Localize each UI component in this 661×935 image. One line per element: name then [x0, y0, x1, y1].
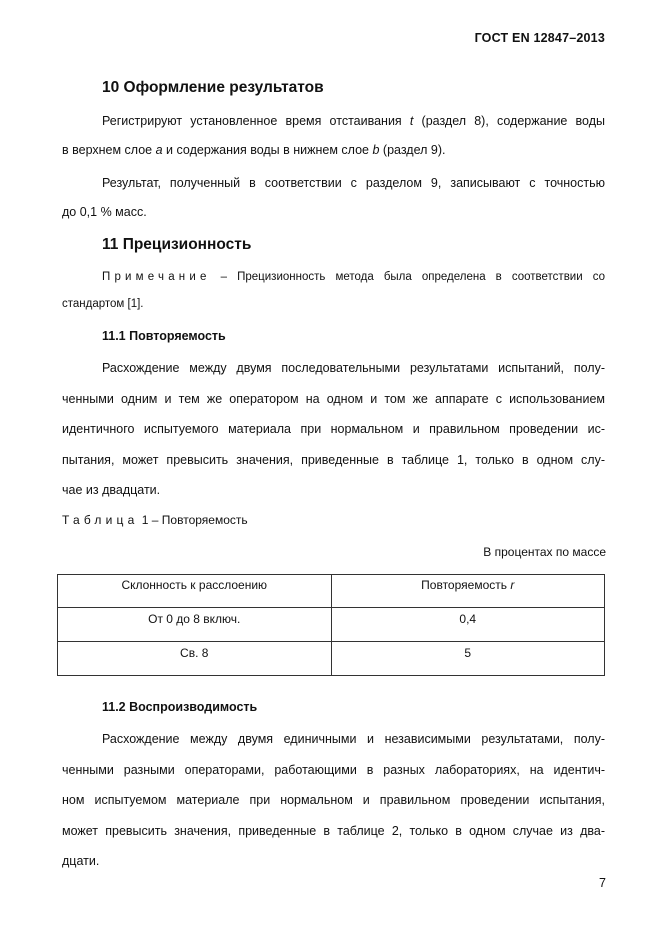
text-line: Регистрируют установленное время отстаивания t (раздел 8), содержание воды [102, 114, 606, 128]
text-line: ном испытуемом материале при нормальном и правильном проведении испытания, [62, 793, 605, 807]
section-10-paragraph-1 [62, 114, 605, 172]
section-11-1-title: 11.1 Повторяемость [102, 329, 226, 343]
table-row [58, 608, 605, 642]
text-line: до 0,1 % масс. [62, 205, 147, 219]
table-cell-range: От 0 до 8 включ. [58, 608, 332, 642]
table-cell-value: 5 [331, 642, 605, 676]
section-10-title: 10 Оформление результатов [102, 79, 324, 96]
text-line: ченными разными операторами, работающими в разных лабораториях, на идентич- [62, 762, 605, 777]
table-header-row [58, 575, 605, 608]
table-cell-range: Св. 8 [58, 642, 332, 676]
section-11-2-title: 11.2 Воспроизводимость [102, 700, 258, 714]
note-line: Примечание – Прецизионность метода была определена в соответствии со [102, 271, 605, 283]
text-line: в верхнем слое a и содержания воды в нижнем слое b (раздел 9). [62, 143, 446, 157]
table-cell-value: 0,4 [331, 608, 605, 642]
text-line: чае из двадцати. [62, 483, 161, 497]
text-line: ченными одним и тем же оператором на одном и том же аппарате с использованием [62, 391, 605, 406]
section-11-2-paragraph [62, 732, 605, 885]
text-line: Расхождение между двумя последовательными результатами испытаний, полу- [102, 361, 605, 375]
column-header-tendency: Склонность к расслоению [58, 575, 332, 608]
text-line: пытания, может превысить значения, приведенные в таблице 1, только в одном слу- [62, 452, 605, 467]
document-code: ГОСТ EN 12847–2013 [474, 31, 605, 45]
page-number: 7 [599, 876, 606, 890]
section-11-title: 11 Прецизионность [102, 236, 252, 253]
table-caption: Таблица 1 – Повторяемость [62, 513, 248, 527]
table-row [58, 642, 605, 676]
text-line: может превысить значения, приведенные в таблице 2, только в одном случае из два- [62, 823, 605, 838]
section-10-paragraph-2 [62, 176, 605, 234]
section-11-1-paragraph [62, 361, 605, 514]
table-units: В процентах по массе [483, 545, 606, 559]
note-label: Примечание [102, 271, 211, 283]
note-line: стандартом [1]. [62, 298, 144, 310]
text-line: Расхождение между двумя единичными и независимыми результатами, полу- [102, 732, 605, 746]
column-header-repeatability: Повторяемость r [331, 575, 605, 608]
text-line: Результат, полученный в соответствии с разделом 9, записывают с точностью [102, 176, 605, 190]
repeatability-table [57, 574, 605, 676]
text-line: идентичного испытуемого материала при нормальном и правильном проведении ис- [62, 422, 605, 436]
section-11-note [62, 271, 605, 327]
text-line: дцати. [62, 854, 100, 868]
